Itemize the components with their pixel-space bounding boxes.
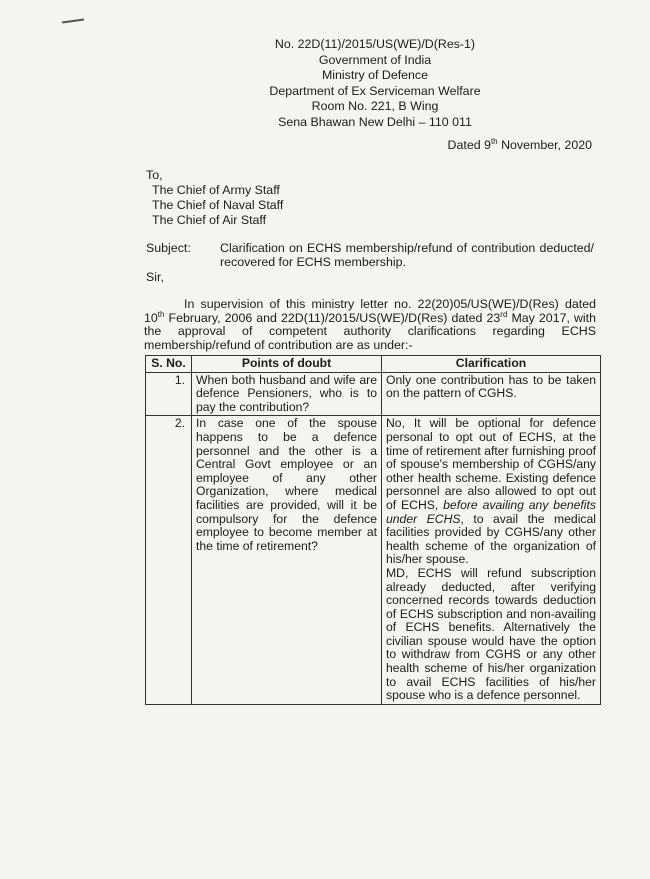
header-points-of-doubt: Points of doubt bbox=[192, 356, 382, 373]
table-row bbox=[146, 416, 601, 704]
recipient-navy: The Chief of Naval Staff bbox=[152, 198, 284, 212]
table-row bbox=[146, 372, 601, 416]
recipient-army: The Chief of Army Staff bbox=[152, 183, 280, 197]
clarification-text-a: No, It will be optional for defence personal to opt out of ECHS, at the time of retirement after furnishing proof of spouse's membership of CGHS/any other health scheme. Existing defence personnel are also allowed to opt out of ECHS, bbox=[386, 416, 596, 512]
clarification-text-c: MD, ECHS will refund subscription already deducted, after verifying concerned records towards deduction of ECHS subscription and non-availing of ECHS benefits. Alternatively the civilian spouse would have the option to withdraw from CGHS or any other health scheme of his/her organization to avail ECHS facilities of his/her spouse who is a defence personnel. bbox=[386, 565, 596, 703]
letter-header bbox=[230, 37, 520, 131]
clarification-text-b: , to avail the medical facilities provided by CGHS/any other health scheme of the organization of his/her spouse. bbox=[386, 511, 596, 567]
to-label: To, bbox=[146, 168, 163, 182]
subject-text: Clarification on ECHS membership/refund of contribution deducted/ recovered for ECHS membership. bbox=[220, 241, 594, 269]
para-part-1: In supervision of this ministry letter no. 22(20)05/US(WE)/D(Res) dated 10 bbox=[144, 297, 596, 325]
salutation: Sir, bbox=[146, 270, 164, 284]
letter-reference-number: No. 22D(11)/2015/US(WE)/D(Res-1) bbox=[274, 37, 476, 51]
header-clarification: Clarification bbox=[382, 356, 601, 373]
para-part-2: February, 2006 and 22D(11)/2015/US(WE)/D(Res) dated 23 bbox=[164, 310, 501, 325]
clarification-table bbox=[145, 355, 601, 705]
government-line: Government of India bbox=[318, 52, 432, 67]
row-doubt: When both husband and wife are defence Pensioners, who is to pay the contribution? bbox=[192, 372, 382, 416]
department-line: Department of Ex Serviceman Welfare bbox=[269, 83, 481, 98]
date-prefix: Dated 9 bbox=[447, 138, 491, 152]
subject-label: Subject: bbox=[146, 241, 191, 255]
date-suffix: November, 2020 bbox=[497, 138, 592, 152]
row-doubt: In case one of the spouse happens to be a defence personnel and the other is a Central Govt employee or an employee of any other Organization, where medical facilities are provided, will it be compulsory for the defence employee to become member at the time of retirement? bbox=[192, 416, 382, 704]
header-sno: S. No. bbox=[146, 356, 192, 373]
recipient-air: The Chief of Air Staff bbox=[152, 213, 267, 227]
recipients-block bbox=[146, 168, 283, 228]
date-ordinal: th bbox=[490, 136, 498, 146]
row-sno: 1. bbox=[146, 372, 192, 416]
table-header-row bbox=[146, 356, 601, 373]
para-ordinal-2: rd bbox=[500, 309, 508, 319]
room-line: Room No. 221, B Wing bbox=[311, 99, 439, 114]
para-part-3: May 2017, with the approval of competent authority clarifications regarding ECHS membership/refund of contribution are as under:- bbox=[144, 310, 596, 352]
clarification-text-italic: before availing any benefits under ECHS bbox=[386, 497, 596, 526]
address-line: Sena Bhawan New Delhi – 110 011 bbox=[278, 114, 472, 129]
pen-mark bbox=[62, 18, 84, 23]
para-ordinal-1: th bbox=[157, 309, 165, 319]
letter-date bbox=[448, 138, 592, 152]
body-paragraph bbox=[144, 298, 596, 352]
row-sno: 2. bbox=[146, 416, 192, 704]
ministry-line: Ministry of Defence bbox=[321, 68, 429, 83]
row-clarification: Only one contribution has to be taken on the pattern of CGHS. bbox=[382, 372, 601, 416]
row-clarification bbox=[382, 416, 601, 704]
